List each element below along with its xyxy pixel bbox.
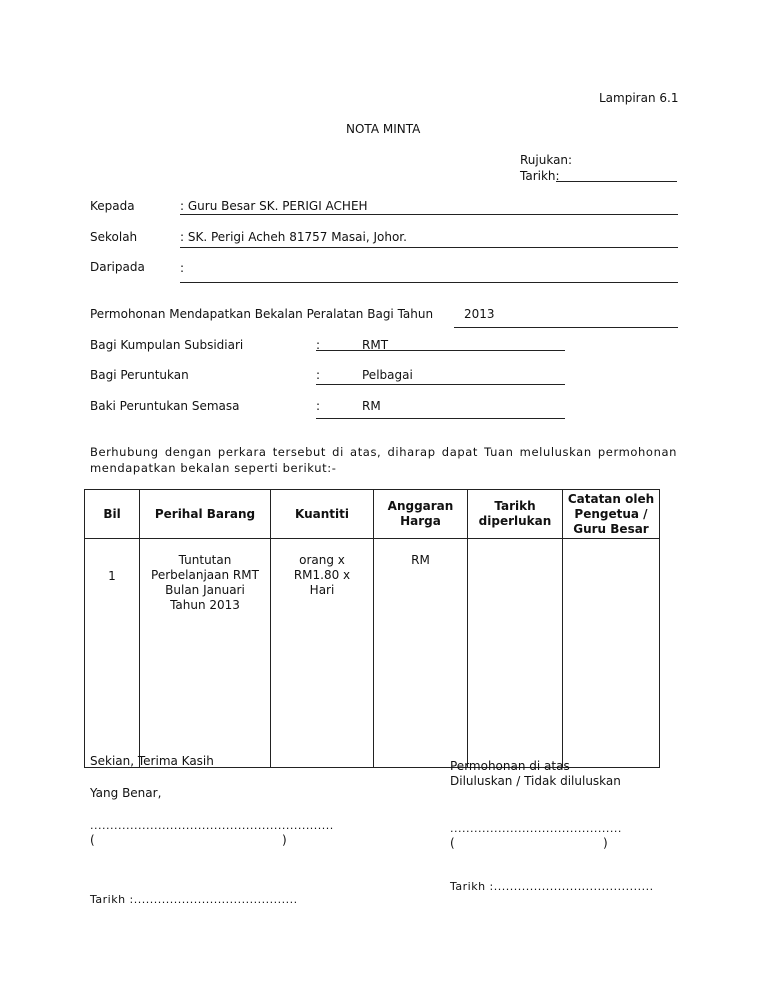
date-line [556, 181, 677, 182]
school-line [180, 247, 678, 248]
subsidiary-group-label: Bagi Kumpulan Subsidiari [90, 338, 244, 352]
school-value: : SK. Perigi Acheh 81757 Masai, Johor. [180, 230, 407, 244]
balance-label: Baki Peruntukan Semasa [90, 399, 240, 413]
subsidiary-group-value: RMT [362, 338, 389, 352]
cell-estimated-price: RM [374, 539, 468, 768]
approval-line-2: Diluluskan / Tidak diluluskan [450, 774, 621, 788]
balance-line [316, 418, 565, 419]
to-line [180, 214, 678, 215]
allocation-value: Pelbagai [362, 368, 413, 382]
allocation-label: Bagi Peruntukan [90, 368, 189, 382]
subsidiary-group-line [316, 350, 565, 351]
to-label: Kepada [90, 199, 135, 213]
school-label: Sekolah [90, 230, 138, 244]
table-row [85, 539, 660, 768]
allocation-line [316, 384, 565, 385]
date-label: Tarikh: [520, 169, 560, 183]
table-header-row [85, 490, 660, 539]
balance-colon: : [316, 399, 321, 413]
col-header-estimated-price: Anggaran Harga [374, 490, 468, 539]
col-header-remarks: Catatan oleh Pengetua / Guru Besar [563, 490, 660, 539]
to-value: : Guru Besar SK. PERIGI ACHEH [180, 199, 368, 213]
left-name-close-paren: ) [282, 833, 287, 847]
subject-line [454, 327, 678, 328]
closing-text: Sekian, Terima Kasih [90, 754, 214, 768]
from-line [180, 282, 678, 283]
balance-value: RM [362, 399, 381, 413]
from-value: : [180, 261, 185, 275]
right-date-line: Tarikh :........................................ [450, 880, 654, 893]
subject-label: Permohonan Mendapatkan Bekalan Peralatan Bagi Tahun [90, 307, 434, 321]
sincerely-text: Yang Benar, [90, 786, 162, 800]
document-title: NOTA MINTA [346, 122, 421, 136]
right-name-close-paren: ) [603, 836, 608, 850]
reference-label: Rujukan: [520, 153, 573, 167]
appendix-label: Lampiran 6.1 [599, 91, 679, 105]
cell-item-description: Tuntutan Perbelanjaan RMT Bulan Januari Tahun 2013 [140, 539, 271, 768]
items-table [84, 489, 660, 768]
request-paragraph: Berhubung dengan perkara tersebut di atas, diharap dapat Tuan meluluskan permohonan mendapatkan bekalan seperti berikut:- [90, 445, 677, 475]
subject-year: 2013 [464, 307, 495, 321]
from-label: Daripada [90, 260, 145, 274]
col-header-quantity: Kuantiti [271, 490, 374, 539]
cell-remarks [563, 539, 660, 768]
left-signature-dots: ............................................................. [90, 819, 334, 832]
left-date-line: Tarikh :......................................... [90, 893, 298, 906]
right-name-open-paren: ( [450, 836, 455, 850]
col-header-date-needed: Tarikh diperlukan [468, 490, 563, 539]
allocation-colon: : [316, 368, 321, 382]
col-header-item-description: Perihal Barang [140, 490, 271, 539]
right-signature-dots: ........................................... [450, 822, 622, 835]
cell-bil: 1 [85, 539, 140, 768]
approval-line-1: Permohonan di atas [450, 759, 570, 773]
cell-date-needed [468, 539, 563, 768]
cell-quantity: orang x RM1.80 x Hari [271, 539, 374, 768]
col-header-bil: Bil [85, 490, 140, 539]
subsidiary-group-colon: : [316, 338, 321, 352]
left-name-open-paren: ( [90, 833, 95, 847]
